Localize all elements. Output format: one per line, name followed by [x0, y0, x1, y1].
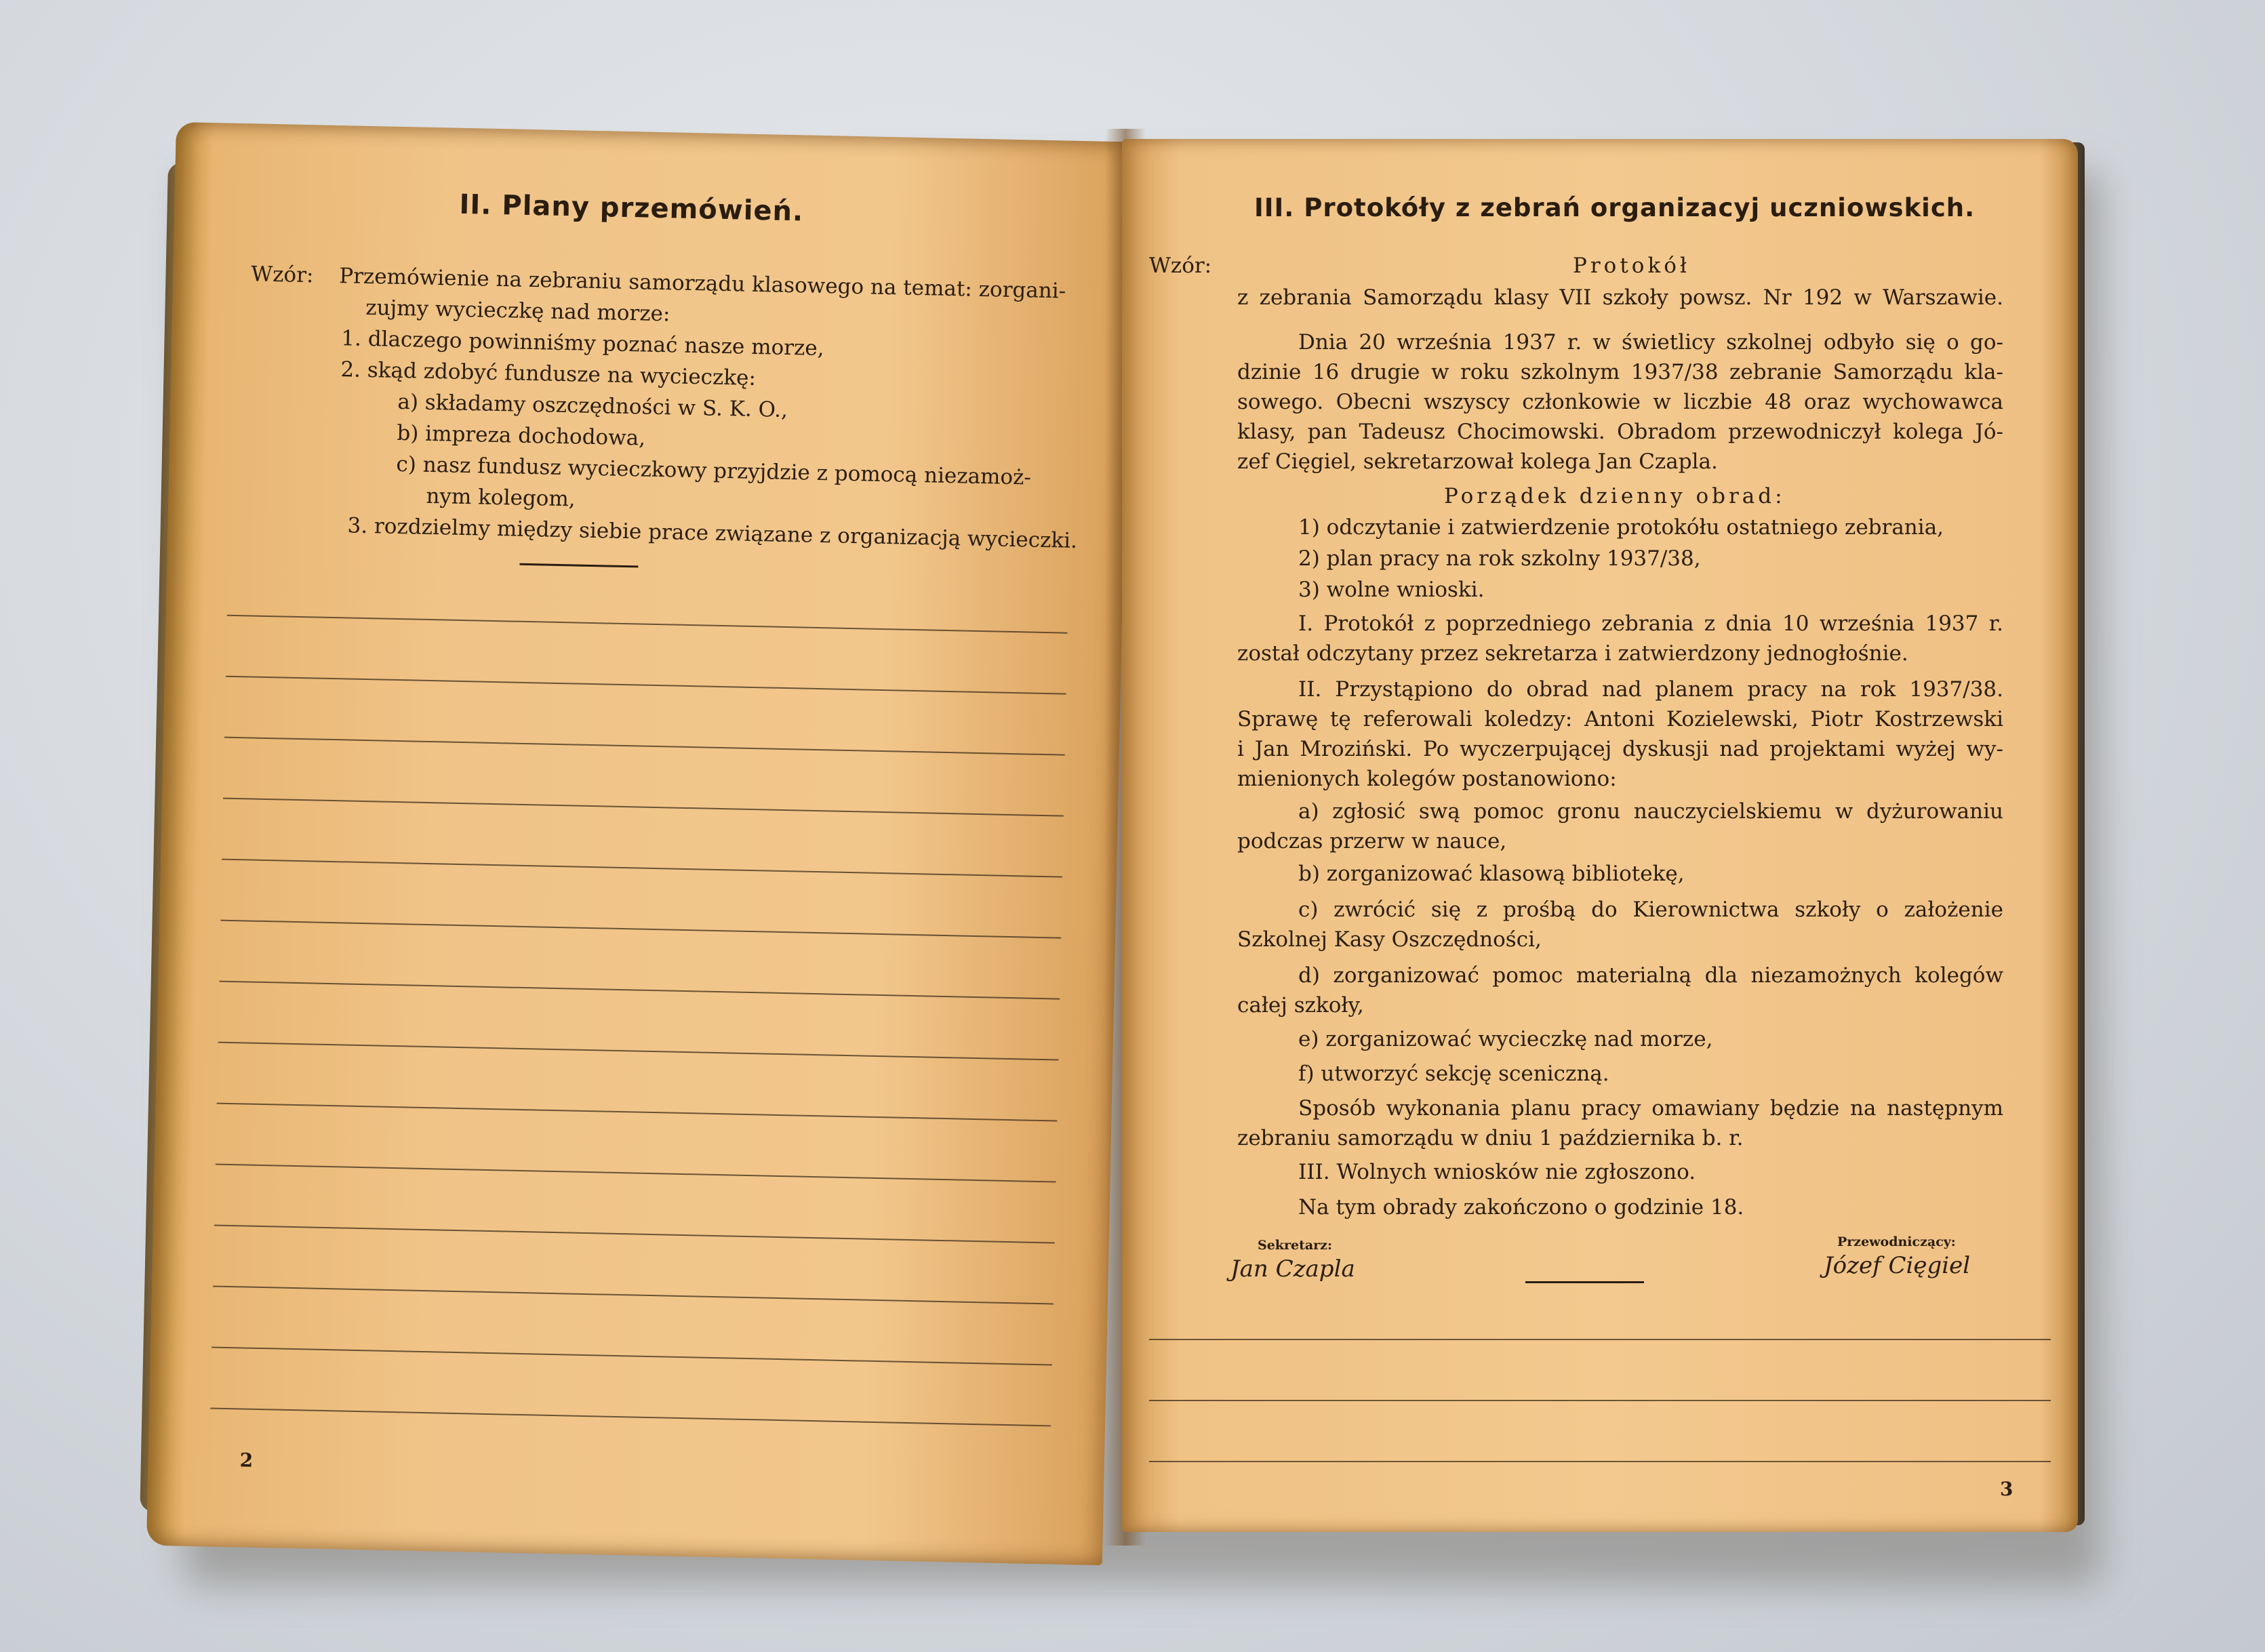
writing-line — [214, 1225, 1055, 1244]
writing-line — [222, 859, 1062, 878]
protocol-paragraph-line: dzinie 16 drugie w roku szkolnym 1937/38 zebranie Samorządu kla- — [1237, 360, 2003, 384]
chair-name: Józef Cięgiel — [1824, 1252, 1971, 1279]
left-page-label: Wzór: — [250, 262, 314, 288]
writing-line — [226, 676, 1066, 695]
protocol-paragraph-line: zebraniu samorządu w dniu 1 października b. r. — [1237, 1126, 1744, 1150]
protocol-paragraph-line: Na tym obrady zakończono o godzinie 18. — [1298, 1195, 1744, 1220]
decision-item: b) zorganizować klasową bibliotekę, — [1298, 862, 1685, 886]
right-page-label: Wzór: — [1149, 254, 1212, 278]
decision-item-continued: całej szkoły, — [1237, 993, 1364, 1018]
right-page — [1122, 139, 2078, 1532]
writing-line — [213, 1286, 1054, 1305]
writing-line — [219, 981, 1060, 1000]
decision-item: c) zwrócić się z prośbą do Kierownictwa szkoły o założenie — [1298, 898, 2003, 922]
protocol-paragraph-line: Dnia 20 września 1937 r. w świetlicy szkolnej odbyło się o go- — [1298, 330, 2003, 355]
agenda-item: 2) plan pracy na rok szkolny 1937/38, — [1298, 546, 1701, 571]
writing-line — [210, 1407, 1051, 1426]
protocol-paragraph-line: III. Wolnych wniosków nie zgłoszono. — [1298, 1160, 1696, 1184]
agenda-item: 3) wolne wnioski. — [1298, 578, 1485, 602]
protocol-paragraph-line: klasy, pan Tadeusz Chocimowski. Obradom przewodniczył kolega Jó- — [1237, 420, 2003, 444]
decision-item-continued: podczas przerw w nauce, — [1237, 829, 1507, 853]
chair-label: Przewodniczący: — [1837, 1234, 1956, 1249]
writing-line — [220, 920, 1061, 939]
writing-line — [223, 798, 1064, 817]
writing-line — [1149, 1339, 2051, 1340]
agenda-item: 1) odczytanie i zatwierdzenie protokółu ostatniego zebrania, — [1298, 515, 1944, 540]
writing-line — [218, 1042, 1059, 1061]
speech-intro-line-1: Przemówienie na zebraniu samorządu klasowego na temat: zorgani- — [338, 264, 1066, 304]
page-number-left: 2 — [239, 1449, 254, 1472]
writing-line — [227, 615, 1068, 634]
protocol-paragraph-line: II. Przystąpiono do obrad nad planem pracy na rok 1937/38. — [1298, 677, 2003, 702]
right-page-title: III. Protokóły z zebrań organizacyj uczniowskich. — [1254, 193, 1976, 222]
writing-line — [1149, 1400, 2051, 1401]
protocol-paragraph-line: zef Cięgiel, sekretarzował kolega Jan Czapla. — [1237, 449, 1718, 474]
decision-item: a) zgłosić swą pomoc gronu nauczycielskiemu w dyżurowaniu — [1298, 799, 2003, 824]
protocol-paragraph-line: został odczytany przez sekretarza i zatwierdzony jednogłośnie. — [1237, 641, 1908, 666]
protocol-paragraph-line: I. Protokół z poprzedniego zebrania z dnia 10 września 1937 r. — [1298, 611, 2003, 636]
speech-subitem: a) składamy oszczędności w S. K. O., — [397, 389, 788, 422]
speech-intro-line-2: zujmy wycieczkę nad morze: — [365, 295, 670, 327]
decision-item: d) zorganizować pomoc materialną dla niezamożnych kolegów — [1298, 963, 2003, 988]
secretary-name: Jan Czapla — [1230, 1255, 1355, 1283]
signature-divider — [1525, 1281, 1644, 1283]
speech-item: 3. rozdzielmy między siebie prace związane z organizacją wycieczki. — [347, 513, 1078, 553]
left-page-title: II. Plany przemówień. — [459, 188, 804, 228]
page-number-right: 3 — [2000, 1478, 2013, 1500]
speech-item: 1. dlaczego powinniśmy poznać nasze morze, — [340, 326, 824, 361]
secretary-label: Sekretarz: — [1258, 1238, 1332, 1253]
speech-subitem: b) impreza dochodowa, — [397, 420, 646, 451]
writing-line — [212, 1346, 1052, 1365]
writing-line — [217, 1103, 1058, 1122]
protocol-heading: Protokół — [1573, 254, 1690, 278]
writing-line — [224, 737, 1065, 756]
protocol-paragraph-line: mienionych kolegów postanowiono: — [1237, 767, 1617, 791]
decision-item-continued: Szkolnej Kasy Oszczędności, — [1237, 927, 1542, 952]
protocol-subheading: z zebrania Samorządu klasy VII szkoły powsz. Nr 192 w Warszawie. — [1237, 285, 2003, 310]
speech-subitem-continued: nym kolegom, — [426, 483, 576, 512]
agenda-heading: Porządek dzienny obrad: — [1444, 484, 1786, 508]
speech-item: 2. skąd zdobyć fundusze na wycieczkę: — [340, 357, 757, 390]
writing-line — [216, 1164, 1056, 1183]
writing-line — [1149, 1461, 2051, 1462]
protocol-paragraph-line: Sposób wykonania planu pracy omawiany będzie na następnym — [1298, 1096, 2003, 1121]
section-divider — [519, 563, 638, 568]
left-page — [146, 122, 1132, 1565]
decision-item: f) utworzyć sekcję sceniczną. — [1298, 1062, 1609, 1086]
protocol-paragraph-line: i Jan Mroziński. Po wyczerpującej dyskusji nad projektami wyżej wy- — [1237, 737, 2003, 761]
protocol-paragraph-line: sowego. Obecni wszyscy członkowie w liczbie 48 oraz wychowawca — [1237, 390, 2003, 414]
protocol-paragraph-line: Sprawę tę referowali koledzy: Antoni Kozielewski, Piotr Kostrzewski — [1237, 707, 2003, 731]
speech-subitem: c) nasz fundusz wycieczkowy przyjdzie z pomocą niezamoż- — [396, 451, 1032, 490]
decision-item: e) zorganizować wycieczkę nad morze, — [1298, 1027, 1713, 1051]
